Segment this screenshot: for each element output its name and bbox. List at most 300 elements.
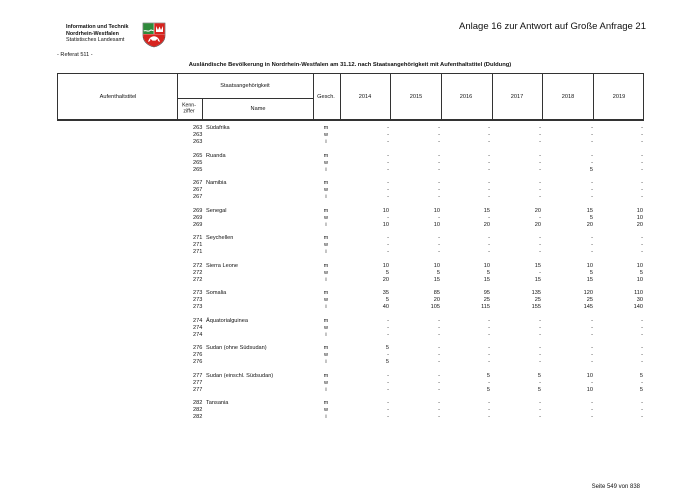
row-gesch: w bbox=[323, 379, 329, 386]
row-value-2014: 5 bbox=[385, 359, 389, 365]
row-value-2015: - bbox=[438, 414, 440, 420]
row-value-2016: - bbox=[488, 166, 490, 173]
row-value-2019: - bbox=[641, 407, 643, 413]
col-year-2018: 2018 bbox=[561, 94, 575, 100]
row-gesch: i bbox=[325, 414, 327, 420]
col-gesch: Gesch. bbox=[317, 94, 335, 100]
header-bottom-rule bbox=[57, 120, 644, 121]
table-row bbox=[0, 167, 700, 174]
row-value-2017: - bbox=[539, 269, 541, 276]
row-kennziffer: 267 bbox=[193, 180, 203, 186]
row-gesch: w bbox=[323, 407, 329, 413]
row-value-2014: - bbox=[387, 214, 389, 221]
row-value-2016: 115 bbox=[481, 304, 490, 310]
row-value-2018: - bbox=[591, 359, 593, 365]
row-kennziffer: 277 bbox=[193, 379, 203, 386]
row-value-2014: - bbox=[387, 249, 389, 255]
row-value-2017: - bbox=[539, 180, 541, 186]
row-value-2017: 25 bbox=[534, 297, 541, 303]
col-kennziffer-line-2: ziffer bbox=[183, 109, 195, 115]
row-value-2019: 30 bbox=[636, 297, 643, 303]
row-value-2019: 10 bbox=[636, 262, 643, 269]
row-value-2015: 15 bbox=[433, 276, 440, 283]
row-country-name: Südafrika bbox=[206, 125, 230, 131]
row-value-2019: 5 bbox=[639, 386, 643, 393]
row-value-2019: - bbox=[641, 331, 643, 338]
row-value-2018: - bbox=[591, 331, 593, 338]
row-value-2019: - bbox=[641, 132, 643, 138]
row-value-2015: - bbox=[438, 379, 440, 386]
org-logo-text bbox=[66, 24, 129, 44]
row-value-2018: - bbox=[591, 414, 593, 420]
row-value-2017: - bbox=[539, 166, 541, 173]
row-value-2018: - bbox=[591, 139, 593, 145]
header-divider bbox=[441, 74, 442, 119]
table-row bbox=[0, 332, 700, 339]
row-value-2014: 20 bbox=[382, 276, 389, 283]
row-gesch: i bbox=[325, 249, 327, 255]
row-value-2019: - bbox=[641, 249, 643, 255]
row-value-2015: 20 bbox=[433, 297, 440, 303]
header-divider bbox=[177, 98, 313, 99]
row-gesch: i bbox=[325, 386, 327, 393]
row-country-name: Äquatorialguinea bbox=[206, 317, 248, 324]
row-value-2016: 95 bbox=[483, 290, 490, 296]
row-gesch: w bbox=[323, 269, 329, 276]
nrw-coat-of-arms-icon bbox=[142, 22, 166, 48]
table-title: Ausländische Bevölkerung in Nordrhein-Westfalen am 31.12. nach Staatsangehörigkeit mit Aufenthaltstitel (Duldung) bbox=[188, 62, 512, 68]
row-gesch: w bbox=[323, 159, 329, 166]
table-row bbox=[0, 290, 700, 297]
row-gesch: i bbox=[325, 139, 327, 145]
row-value-2015: 5 bbox=[436, 269, 440, 276]
row-value-2015: - bbox=[438, 345, 440, 351]
header-divider bbox=[390, 74, 391, 119]
row-value-2018: 5 bbox=[589, 214, 593, 221]
org-line-1: Information und Technik bbox=[66, 24, 129, 30]
col-year-2016: 2016 bbox=[459, 94, 473, 100]
row-value-2019: 140 bbox=[633, 304, 643, 310]
row-value-2019: - bbox=[641, 359, 643, 365]
row-value-2016: - bbox=[488, 139, 490, 145]
row-value-2018: - bbox=[591, 132, 593, 138]
table-row bbox=[0, 139, 700, 146]
table-row bbox=[0, 297, 700, 304]
table-row bbox=[0, 132, 700, 139]
row-value-2018: 145 bbox=[583, 304, 593, 310]
row-gesch: m bbox=[323, 235, 329, 241]
row-value-2018: 10 bbox=[586, 372, 593, 379]
row-value-2017: - bbox=[539, 324, 541, 331]
row-value-2019: - bbox=[641, 324, 643, 331]
table-header bbox=[57, 73, 644, 120]
row-value-2014: 40 bbox=[382, 304, 389, 310]
row-value-2014: - bbox=[387, 414, 389, 420]
table-row bbox=[0, 407, 700, 414]
row-value-2019: 5 bbox=[639, 372, 643, 379]
row-value-2015: - bbox=[438, 407, 440, 413]
row-kennziffer: 263 bbox=[193, 139, 203, 145]
row-value-2017: - bbox=[539, 407, 541, 413]
row-value-2014: - bbox=[387, 331, 389, 338]
row-gesch: w bbox=[323, 214, 329, 221]
row-value-2014: - bbox=[387, 242, 389, 248]
row-value-2015: - bbox=[438, 352, 440, 358]
row-value-2016: - bbox=[488, 345, 490, 351]
row-value-2017: - bbox=[539, 379, 541, 386]
row-kennziffer: 273 bbox=[193, 297, 203, 303]
row-value-2018: 15 bbox=[586, 207, 593, 214]
row-country-name: Ruanda bbox=[206, 152, 226, 159]
row-kennziffer: 277 bbox=[193, 386, 203, 393]
row-value-2014: 5 bbox=[385, 269, 389, 276]
org-line-2: Nordrhein-Westfalen bbox=[66, 30, 119, 37]
table-row bbox=[0, 187, 700, 194]
row-value-2018: - bbox=[591, 187, 593, 193]
row-kennziffer: 269 bbox=[193, 207, 203, 214]
row-value-2014: 5 bbox=[385, 345, 389, 351]
row-gesch: i bbox=[325, 304, 327, 310]
row-value-2019: - bbox=[641, 345, 643, 351]
row-value-2018: 5 bbox=[589, 166, 593, 173]
row-value-2015: 105 bbox=[430, 304, 440, 310]
row-value-2016: - bbox=[488, 414, 490, 420]
row-value-2014: - bbox=[387, 379, 389, 386]
row-value-2018: 20 bbox=[586, 221, 593, 228]
row-value-2017: - bbox=[539, 249, 541, 255]
row-value-2017: 15 bbox=[534, 262, 541, 269]
header-divider bbox=[492, 74, 493, 119]
row-value-2018: - bbox=[591, 249, 593, 255]
row-value-2014: 10 bbox=[382, 262, 389, 269]
row-gesch: i bbox=[325, 276, 327, 283]
row-value-2018: - bbox=[591, 125, 593, 131]
row-value-2016: - bbox=[488, 407, 490, 413]
row-gesch: m bbox=[323, 262, 329, 269]
table-row bbox=[0, 215, 700, 222]
row-value-2016: - bbox=[488, 159, 490, 166]
row-kennziffer: 269 bbox=[193, 214, 203, 221]
row-gesch: i bbox=[325, 166, 327, 173]
row-value-2014: 10 bbox=[382, 207, 389, 214]
row-value-2014: - bbox=[387, 152, 389, 159]
row-value-2018: 10 bbox=[586, 262, 593, 269]
row-value-2015: - bbox=[438, 180, 440, 186]
row-value-2015: - bbox=[438, 372, 440, 379]
table-row bbox=[0, 194, 700, 201]
col-kennziffer bbox=[182, 103, 196, 116]
row-value-2016: 5 bbox=[486, 386, 490, 393]
row-value-2017: - bbox=[539, 139, 541, 145]
row-value-2019: - bbox=[641, 166, 643, 173]
row-value-2018: 5 bbox=[589, 269, 593, 276]
row-value-2016: - bbox=[488, 324, 490, 331]
row-value-2019: 10 bbox=[636, 214, 643, 221]
row-value-2017: - bbox=[539, 400, 541, 406]
row-value-2016: - bbox=[488, 352, 490, 358]
row-value-2016: - bbox=[488, 194, 490, 200]
row-value-2019: - bbox=[641, 400, 643, 406]
row-gesch: m bbox=[323, 125, 329, 131]
table-row bbox=[0, 263, 700, 270]
row-value-2014: - bbox=[387, 159, 389, 166]
row-value-2018: 25 bbox=[586, 297, 593, 303]
col-year-2017: 2017 bbox=[510, 94, 524, 100]
row-value-2019: - bbox=[641, 125, 643, 131]
row-value-2015: - bbox=[438, 214, 440, 221]
row-value-2016: 5 bbox=[486, 372, 490, 379]
row-value-2017: - bbox=[539, 159, 541, 166]
row-kennziffer: 274 bbox=[193, 331, 203, 338]
row-value-2019: - bbox=[641, 139, 643, 145]
header-divider bbox=[340, 74, 341, 119]
row-gesch: i bbox=[325, 194, 327, 200]
row-value-2019: - bbox=[641, 352, 643, 358]
row-value-2014: 10 bbox=[382, 221, 389, 228]
row-gesch: w bbox=[323, 297, 329, 303]
row-value-2018: - bbox=[591, 242, 593, 248]
row-kennziffer: 272 bbox=[193, 276, 203, 283]
row-value-2014: - bbox=[387, 400, 389, 406]
row-value-2016: 15 bbox=[483, 207, 490, 214]
col-name: Name bbox=[250, 106, 266, 112]
row-kennziffer: 276 bbox=[193, 352, 203, 358]
col-year-2014: 2014 bbox=[358, 94, 372, 100]
row-value-2015: - bbox=[438, 187, 440, 193]
row-value-2016: 20 bbox=[483, 221, 490, 228]
row-value-2014: - bbox=[387, 187, 389, 193]
row-kennziffer: 271 bbox=[193, 242, 203, 248]
row-value-2018: 10 bbox=[586, 386, 593, 393]
row-kennziffer: 265 bbox=[193, 159, 203, 166]
row-value-2017: 155 bbox=[531, 304, 541, 310]
row-gesch: w bbox=[323, 242, 329, 248]
row-value-2019: 10 bbox=[636, 276, 643, 283]
row-country-name: Sierra Leone bbox=[206, 262, 239, 269]
row-value-2017: - bbox=[539, 125, 541, 131]
row-value-2015: - bbox=[438, 331, 440, 338]
row-gesch: m bbox=[323, 290, 329, 296]
row-value-2015: 10 bbox=[433, 221, 440, 228]
row-value-2018: 120 bbox=[583, 290, 593, 296]
row-kennziffer: 273 bbox=[193, 304, 203, 310]
row-value-2015: - bbox=[438, 139, 440, 145]
row-value-2016: - bbox=[488, 187, 490, 193]
page-number: Seite 549 von 838 bbox=[591, 484, 640, 490]
row-value-2015: - bbox=[438, 317, 440, 324]
row-value-2019: - bbox=[641, 159, 643, 166]
row-value-2015: - bbox=[438, 324, 440, 331]
row-value-2017: 20 bbox=[534, 221, 541, 228]
header-divider bbox=[202, 98, 203, 119]
row-value-2017: - bbox=[539, 414, 541, 420]
row-value-2016: - bbox=[488, 180, 490, 186]
row-value-2017: - bbox=[539, 194, 541, 200]
row-kennziffer: 277 bbox=[193, 372, 203, 379]
row-value-2017: - bbox=[539, 331, 541, 338]
row-value-2019: - bbox=[641, 414, 643, 420]
row-value-2018: - bbox=[591, 159, 593, 166]
row-value-2015: - bbox=[438, 194, 440, 200]
row-value-2016: - bbox=[488, 235, 490, 241]
row-kennziffer: 265 bbox=[193, 166, 203, 173]
row-value-2017: - bbox=[539, 242, 541, 248]
row-value-2015: - bbox=[438, 386, 440, 393]
row-gesch: m bbox=[323, 345, 329, 351]
row-country-name: Tansania bbox=[206, 400, 229, 406]
row-value-2017: 5 bbox=[537, 386, 541, 393]
row-gesch: m bbox=[323, 207, 329, 214]
row-gesch: m bbox=[323, 372, 329, 379]
row-value-2016: 5 bbox=[486, 269, 490, 276]
row-kennziffer: 265 bbox=[193, 152, 203, 159]
org-line-3: Statistisches Landesamt bbox=[66, 37, 125, 44]
row-value-2017: - bbox=[539, 359, 541, 365]
row-value-2017: 135 bbox=[531, 290, 541, 296]
col-staatsangehoerigkeit: Staatsangehörigkeit bbox=[220, 83, 270, 89]
row-value-2017: - bbox=[539, 132, 541, 138]
row-value-2019: - bbox=[641, 180, 643, 186]
table-row bbox=[0, 249, 700, 256]
row-value-2016: - bbox=[488, 379, 490, 386]
row-value-2015: - bbox=[438, 235, 440, 241]
row-kennziffer: 272 bbox=[193, 269, 203, 276]
col-kennziffer-line-1: Kenn- bbox=[182, 102, 196, 109]
row-value-2016: - bbox=[488, 242, 490, 248]
row-value-2014: - bbox=[387, 235, 389, 241]
row-value-2015: 10 bbox=[433, 207, 440, 214]
row-value-2017: - bbox=[539, 352, 541, 358]
row-value-2017: - bbox=[539, 345, 541, 351]
col-year-2015: 2015 bbox=[409, 94, 423, 100]
row-value-2019: 5 bbox=[639, 269, 643, 276]
row-value-2015: 85 bbox=[433, 290, 440, 296]
row-value-2015: - bbox=[438, 400, 440, 406]
row-value-2017: - bbox=[539, 317, 541, 324]
row-kennziffer: 276 bbox=[193, 359, 203, 365]
row-value-2014: - bbox=[387, 324, 389, 331]
row-gesch: m bbox=[323, 180, 329, 186]
table-row bbox=[0, 359, 700, 366]
row-gesch: w bbox=[323, 132, 329, 138]
row-value-2014: 35 bbox=[382, 290, 389, 296]
row-country-name: Senegal bbox=[206, 207, 227, 214]
row-value-2014: - bbox=[387, 139, 389, 145]
row-kennziffer: 282 bbox=[193, 414, 203, 420]
row-value-2017: 20 bbox=[534, 207, 541, 214]
row-kennziffer: 272 bbox=[193, 262, 203, 269]
row-value-2015: - bbox=[438, 249, 440, 255]
row-value-2019: - bbox=[641, 187, 643, 193]
row-value-2015: - bbox=[438, 125, 440, 131]
row-value-2018: - bbox=[591, 352, 593, 358]
row-value-2016: - bbox=[488, 331, 490, 338]
row-value-2014: - bbox=[387, 386, 389, 393]
row-gesch: w bbox=[323, 324, 329, 331]
table-row bbox=[0, 208, 700, 215]
table-row bbox=[0, 153, 700, 160]
row-value-2018: - bbox=[591, 400, 593, 406]
table-row bbox=[0, 125, 700, 132]
row-value-2016: 25 bbox=[483, 297, 490, 303]
row-value-2019: 110 bbox=[634, 290, 643, 296]
table-row bbox=[0, 235, 700, 242]
anlage-heading: Anlage 16 zur Antwort auf Große Anfrage 21 bbox=[459, 21, 646, 32]
row-value-2015: - bbox=[438, 132, 440, 138]
col-year-2019: 2019 bbox=[612, 94, 626, 100]
row-value-2017: - bbox=[539, 214, 541, 221]
table-row bbox=[0, 414, 700, 421]
row-gesch: m bbox=[323, 152, 329, 159]
row-country-name: Sudan (ohne Südsudan) bbox=[206, 345, 267, 351]
row-kennziffer: 274 bbox=[193, 324, 203, 331]
row-value-2017: - bbox=[539, 152, 541, 159]
table-row bbox=[0, 318, 700, 325]
referat-label: - Referat 511 - bbox=[57, 52, 93, 58]
row-value-2015: - bbox=[438, 166, 440, 173]
table-row bbox=[0, 180, 700, 187]
row-kennziffer: 274 bbox=[193, 317, 203, 324]
row-gesch: w bbox=[323, 352, 329, 358]
row-value-2016: - bbox=[488, 125, 490, 131]
row-kennziffer: 263 bbox=[193, 132, 203, 138]
row-value-2018: - bbox=[591, 324, 593, 331]
table-row bbox=[0, 222, 700, 229]
row-gesch: i bbox=[325, 221, 327, 228]
table-row bbox=[0, 277, 700, 284]
header-divider bbox=[542, 74, 543, 119]
row-kennziffer: 282 bbox=[193, 400, 203, 406]
row-value-2016: - bbox=[488, 249, 490, 255]
row-value-2018: - bbox=[591, 379, 593, 386]
row-gesch: w bbox=[323, 187, 329, 193]
row-value-2014: 5 bbox=[385, 297, 389, 303]
row-kennziffer: 273 bbox=[193, 290, 203, 296]
row-value-2018: - bbox=[591, 317, 593, 324]
row-value-2017: 15 bbox=[534, 276, 541, 283]
row-country-name: Sudan (einschl. Südsudan) bbox=[206, 372, 274, 379]
row-value-2017: 5 bbox=[537, 372, 541, 379]
table-row bbox=[0, 270, 700, 277]
row-value-2018: - bbox=[591, 152, 593, 159]
row-value-2018: - bbox=[591, 345, 593, 351]
row-kennziffer: 271 bbox=[193, 249, 203, 255]
table-row bbox=[0, 380, 700, 387]
row-value-2014: - bbox=[387, 352, 389, 358]
row-value-2018: - bbox=[591, 194, 593, 200]
table-row bbox=[0, 387, 700, 394]
row-value-2019: - bbox=[641, 235, 643, 241]
header-divider bbox=[313, 74, 314, 119]
table-row bbox=[0, 345, 700, 352]
row-value-2016: 10 bbox=[483, 262, 490, 269]
row-kennziffer: 263 bbox=[193, 125, 203, 131]
row-gesch: m bbox=[323, 317, 329, 324]
row-value-2018: - bbox=[591, 180, 593, 186]
row-value-2014: - bbox=[387, 125, 389, 131]
row-value-2019: - bbox=[641, 242, 643, 248]
row-value-2015: 10 bbox=[433, 262, 440, 269]
row-value-2016: - bbox=[488, 152, 490, 159]
row-kennziffer: 269 bbox=[193, 221, 203, 228]
row-value-2019: 20 bbox=[636, 221, 643, 228]
row-value-2015: - bbox=[438, 159, 440, 166]
row-value-2017: - bbox=[539, 187, 541, 193]
row-kennziffer: 271 bbox=[193, 235, 203, 241]
row-gesch: i bbox=[325, 331, 327, 338]
row-value-2014: - bbox=[387, 372, 389, 379]
row-value-2016: 15 bbox=[483, 276, 490, 283]
